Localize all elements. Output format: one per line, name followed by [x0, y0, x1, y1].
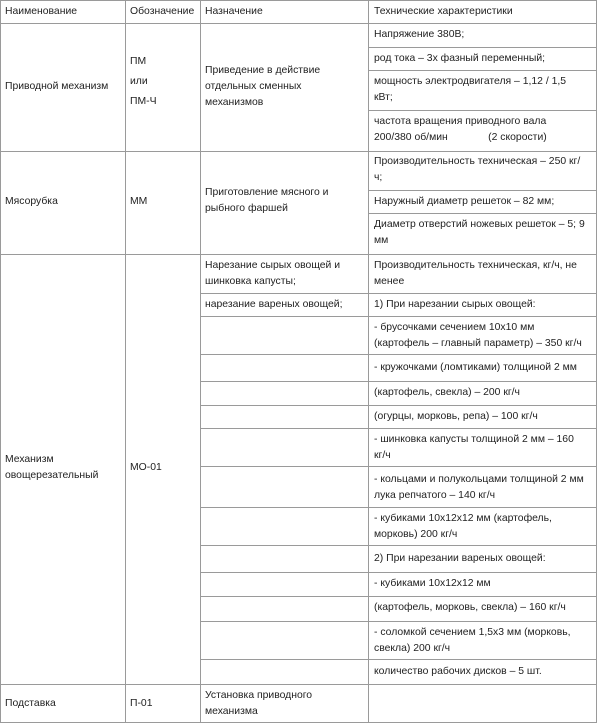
spec-cell: Напряжение 380В;	[374, 29, 465, 40]
purpose-cell: Нарезание сырых овощей и шинковка капусты;	[205, 260, 341, 287]
spec-cell: мощность электродвигателя – 1,12 / 1,5 кВт;	[374, 76, 567, 103]
spec-cell: - кольцами и полукольцами толщиной 2 мм лука репчатого – 140 кг/ч	[374, 474, 584, 501]
table-border	[0, 254, 597, 255]
spec-cell: (картофель, морковь, свекла) – 160 кг/ч	[374, 602, 566, 613]
row-stand-name: Подставка	[5, 698, 56, 709]
table-border	[200, 316, 597, 317]
row-drive-code: ПМ или ПМ-Ч	[130, 56, 157, 107]
spec-cell: - брусочками сечением 10х10 мм (картофель – главный параметр) – 350 кг/ч	[374, 322, 582, 349]
spec-cell: частота вращения приводного вала 200/380 об/мин (2 скорости)	[374, 116, 547, 143]
spec-cell: род тока – 3х фазный переменный;	[374, 53, 546, 64]
purpose-cell: нарезание вареных овощей;	[205, 299, 343, 310]
spec-cell: количество рабочих дисков – 5 шт.	[374, 666, 542, 677]
header-purpose: Назначение	[205, 6, 263, 17]
spec-cell: (картофель, свекла) – 200 кг/ч	[374, 387, 520, 398]
table-border	[200, 596, 597, 597]
table-border	[200, 507, 597, 508]
table-border	[200, 405, 597, 406]
row-cutter-code: МО-01	[130, 462, 162, 473]
header-name: Наименование	[5, 6, 78, 17]
table-border	[0, 23, 597, 24]
table-border	[368, 47, 597, 48]
table-border	[368, 190, 597, 191]
row-stand-code: П-01	[130, 698, 153, 709]
spec-cell: 2) При нарезании вареных овощей:	[374, 553, 546, 564]
spec-cell: - соломкой сечением 1,5х3 мм (морковь, свекла) 200 кг/ч	[374, 627, 571, 654]
spec-cell: - кружочками (ломтиками) толщиной 2 мм	[374, 362, 577, 373]
spec-cell: - кубиками 10х12х12 мм (картофель, морковь) 200 кг/ч	[374, 513, 552, 540]
spec-cell: - шинковка капусты толщиной 2 мм – 160 кг/ч	[374, 434, 574, 461]
row-stand-purpose: Установка приводного механизма	[205, 690, 313, 717]
table-border	[368, 213, 597, 214]
table-border	[200, 621, 597, 622]
table-border	[0, 0, 1, 723]
table-border	[368, 110, 597, 111]
table-border	[200, 293, 597, 294]
table-border	[200, 466, 597, 467]
row-grinder-code: ММ	[130, 196, 148, 207]
table-border	[0, 0, 597, 1]
table-border	[200, 572, 597, 573]
table-border	[0, 684, 597, 685]
table-border	[368, 70, 597, 71]
table-border	[0, 151, 597, 152]
table-border	[368, 0, 369, 723]
header-code: Обозначение	[130, 6, 195, 17]
table-border	[200, 354, 597, 355]
spec-cell: - кубиками 10х12х12 мм	[374, 578, 491, 589]
spec-cell: 1) При нарезании сырых овощей:	[374, 299, 536, 310]
table-border	[200, 381, 597, 382]
spec-cell: (огурцы, морковь, репа) – 100 кг/ч	[374, 411, 538, 422]
table-border	[200, 428, 597, 429]
spec-cell: Производительность техническая – 250 кг/ ч;	[374, 156, 581, 183]
row-cutter-name: Механизм овощерезательный	[5, 454, 99, 481]
spec-cell: Производительность техническая, кг/ч, не менее	[374, 260, 577, 287]
row-drive-purpose: Приведение в действие отдельных сменных механизмов	[205, 65, 321, 108]
table-border	[125, 0, 126, 723]
spec-cell: Наружный диаметр решеток – 82 мм;	[374, 196, 555, 207]
spec-cell: Диаметр отверстий ножевых решеток – 5; 9 мм	[374, 219, 585, 246]
row-grinder-name: Мясорубка	[5, 196, 58, 207]
table-border	[200, 545, 597, 546]
table-border	[200, 659, 597, 660]
header-specs: Технические характеристики	[374, 6, 513, 17]
row-grinder-purpose: Приготовление мясного и рыбного фаршей	[205, 187, 329, 214]
table-border	[200, 0, 201, 723]
row-drive-name: Приводной механизм	[5, 81, 109, 92]
